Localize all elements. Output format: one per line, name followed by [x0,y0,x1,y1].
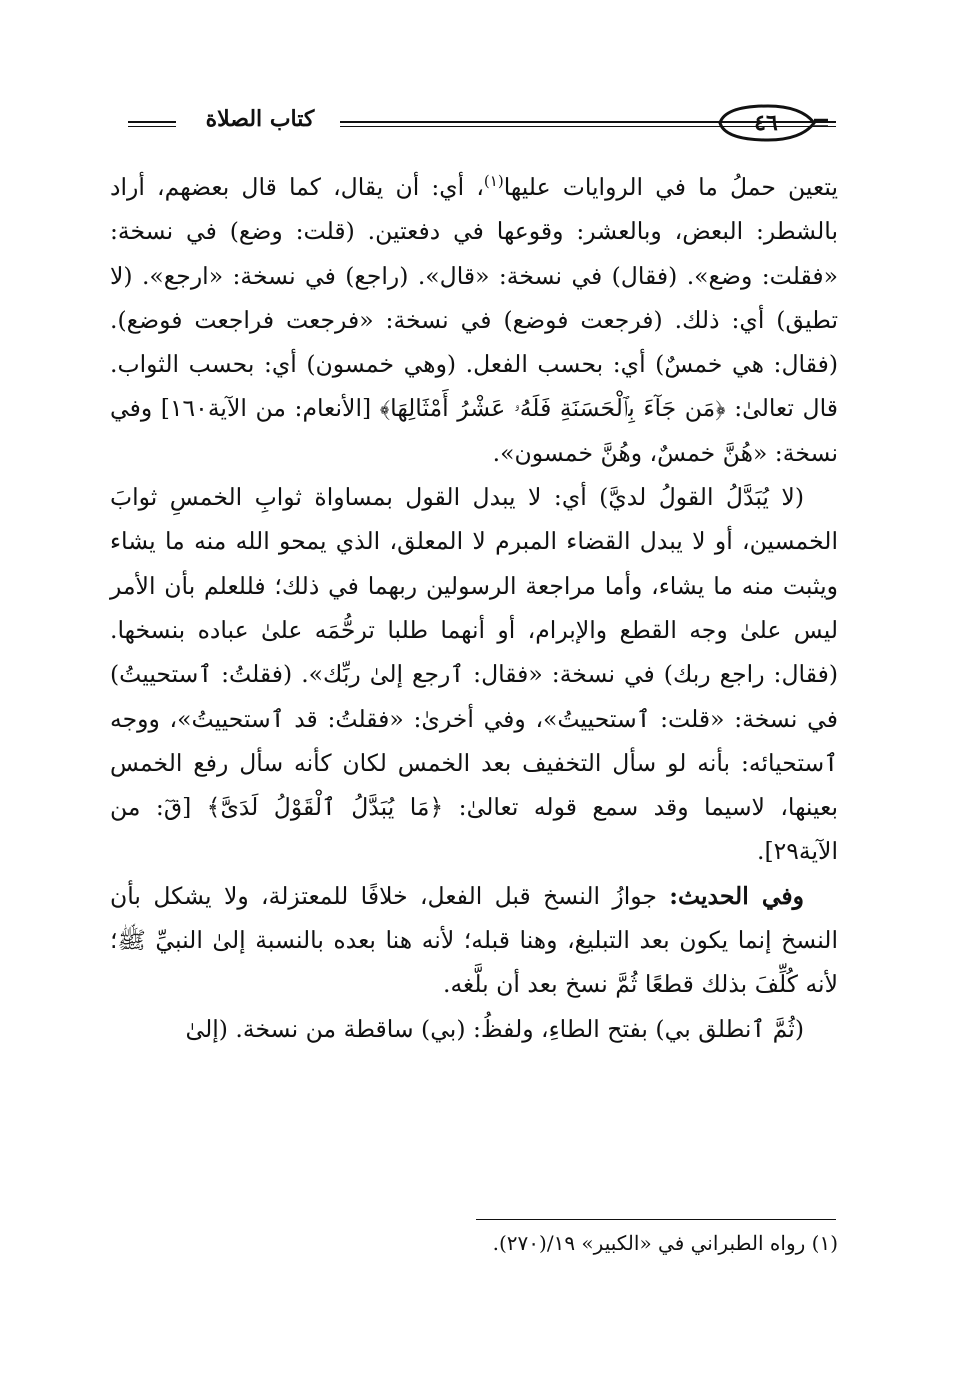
paragraph-3-lead: وفي الحديث: [669,881,804,910]
paragraph-1-text-b: ، أي: أن يقال، كما قال بعضهم، أراد بالشطر: البعض، وبالعشر: وقوعها في دفعتين. (قلت: وضع) في نسخة: «فقلت: وضع». (فقال) في نسخة: «قال». (راجع) في نسخة: «ارجع». (لا تطيق) أي: ذلك. (فرجعت فوضع) في نسخة: «فرجعت فراجعت فوضع). (فقال: هي خمسٌ) أي: بحسب الفعل. (وهي خمسون) أي: بحسب الثواب. قال تعالىٰ: ﴿مَن جَآءَ بِٱلْحَسَنَةِ فَلَهُۥ عَشْرُ أَمْثَالِهَا﴾ [الأنعام: من الآية١٦٠] وفي نسخة: «هُنَّ خمسٌ، وهُنَّ خمسون». [110,173,838,467]
page-number-ornament [716,104,828,142]
paragraph-3-text: جوازُ النسخ قبل الفعل، خلافًا للمعتزلة، ولا يشكل بأن النسخ إنما يكون بعد التبليغ، وهنا قبله؛ لأنه هنا بعده بالنسبة إلىٰ النبيِّ ﷺ؛ لأنه كُلِّفَ بذلك قطعًا ثُمَّ نسخ بعد أن بلَّغه. [110,881,838,999]
paragraph-1 [110,165,838,475]
page-number: ٤٦ [754,110,778,136]
paragraph-4: (ثُمَّ ٱنطلق بي) بفتح الطاءِ، ولفظُ: (بي) ساقطة من نسخة. (إلىٰ [185,1014,804,1043]
footnote-separator [476,1219,836,1220]
main-text [110,165,838,1051]
footnote-reference: (١) [483,172,504,191]
running-title: كتاب الصلاة [205,106,315,132]
footnote: (١) رواه الطبراني في «الكبير» ١٩/(٢٧٠). [492,1231,838,1255]
header-rule-left [128,121,176,127]
page-header [118,100,840,148]
paragraph-3 [110,874,838,1007]
paragraph-2: (لا يُبَدَّلُ القولُ لديَّ) أي: لا يبدل القول بمساواة ثوابِ الخمسِ ثوابَ الخمسين، أو لا يبدل القضاء المبرم لا المعلق، الذي يمحو الله منه ما يشاء ويثبت منه ما يشاء، وأما مراجعة الرسولين ربهما في ذلك؛ فللعلم بأن الأمر ليس علىٰ وجه القطع والإبرام، أو أنهما طلبا ترحُّمَه علىٰ عباده بنسخها. (فقال: راجع ربك) في نسخة: «فقال: ٱرجع إلىٰ ربِّك». (فقلتُ: ٱستحييتُ) في نسخة: «قلت: ٱستحييتُ»، وفي أخرىٰ: «فقلتُ: قد ٱستحييتُ»، ووجه ٱستحيائه: بأنه لو سأل التخفيف بعد الخمس لكان كأنه سأل رفع الخمس بعينها، لاسيما وقد سمع قوله تعالىٰ: ﴿مَا يُبَدَّلُ ٱلْقَوْلُ لَدَىَّ﴾ [قٓ: من الآية٢٩]. [110,483,838,866]
paragraph-1-text-a: يتعين حملُ ما في الروايات عليها [503,173,838,201]
